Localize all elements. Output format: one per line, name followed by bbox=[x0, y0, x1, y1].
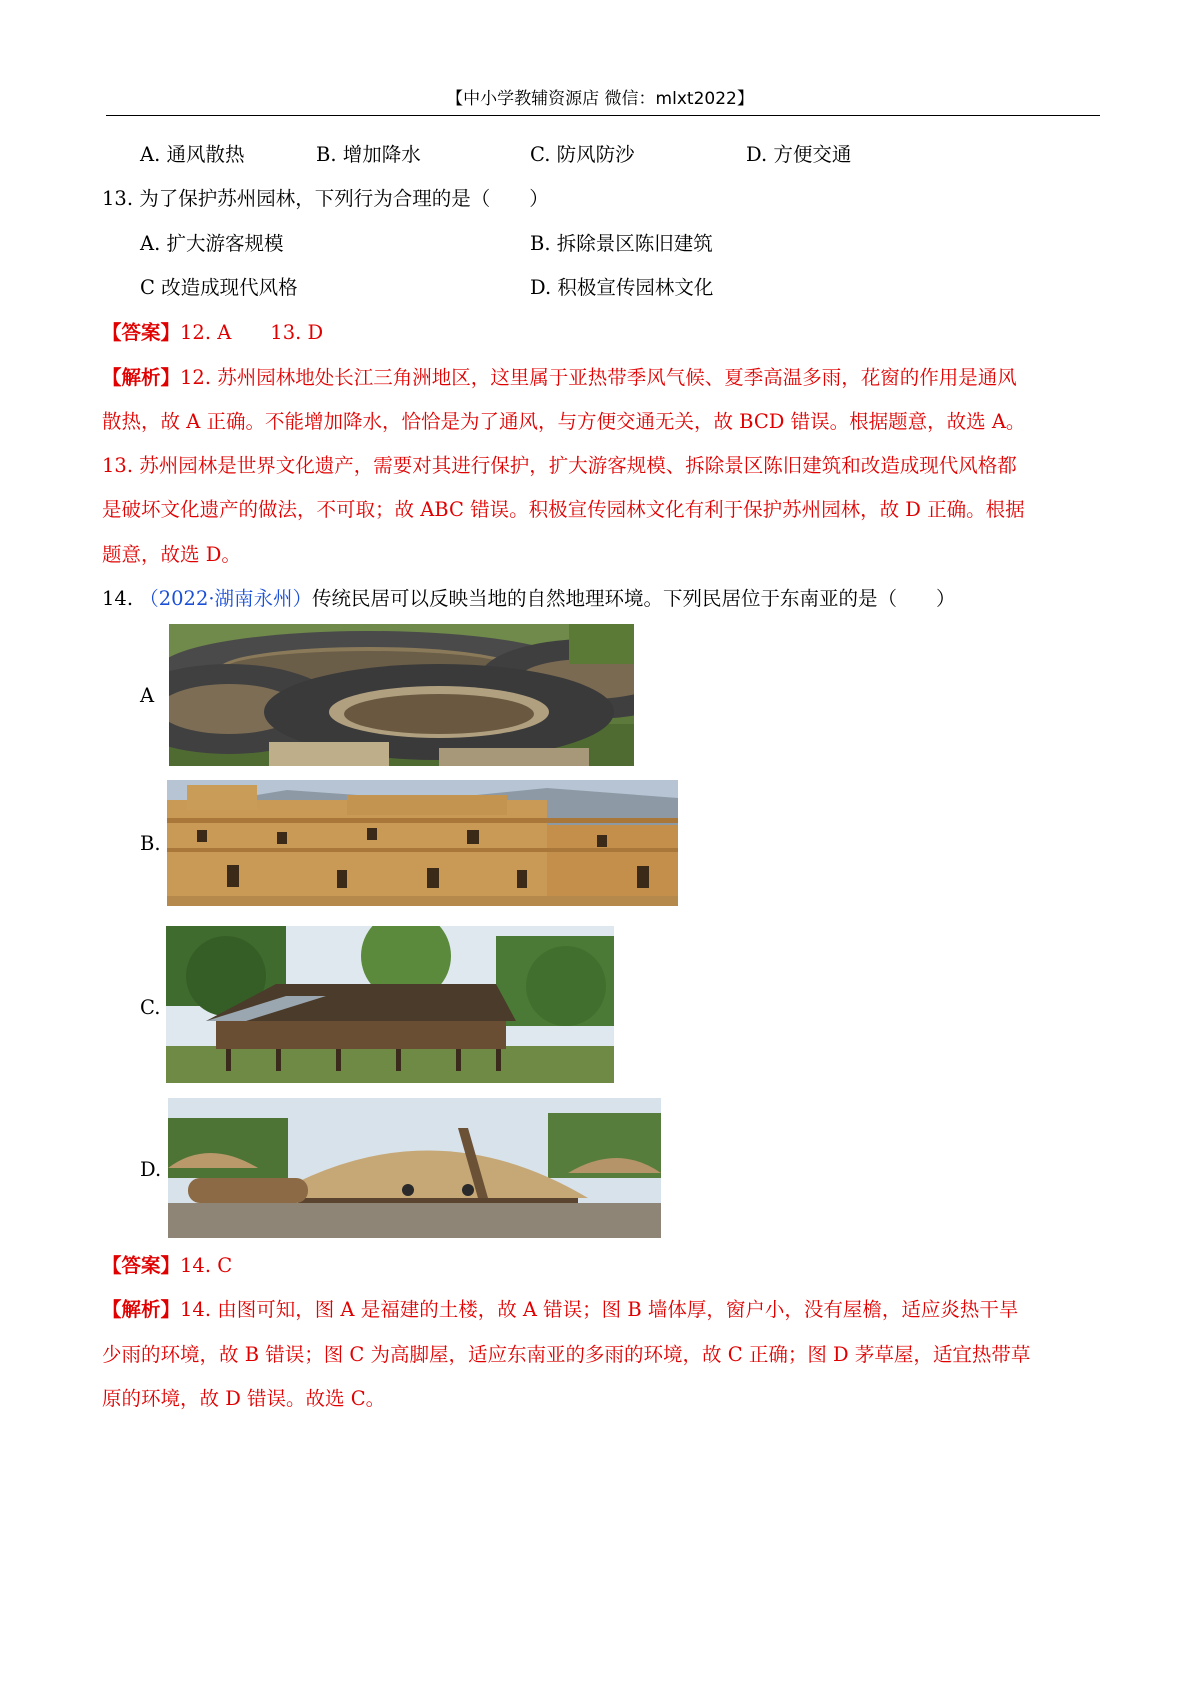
analysis-tag: 【解析】 bbox=[102, 366, 181, 389]
answer-tag: 【答案】 bbox=[102, 321, 181, 344]
analysis-2-line-1 bbox=[102, 1297, 1018, 1323]
thatched-hut-image bbox=[168, 1098, 661, 1238]
q13-option-d: D. 积极宣传园林文化 bbox=[530, 276, 714, 299]
q14-label-b: B. bbox=[140, 832, 161, 855]
q13-stem: 13. 为了保护苏州园林，下列行为合理的是（ ） bbox=[102, 187, 549, 210]
q12-option-a: A. 通风散热 bbox=[140, 143, 245, 166]
q12-option-c: C. 防风防沙 bbox=[530, 143, 635, 166]
answer-text: 12. A 13. D bbox=[180, 321, 324, 344]
q14-label-d: D. bbox=[140, 1158, 162, 1181]
tulou-image bbox=[169, 624, 634, 766]
analysis-tag: 【解析】 bbox=[102, 1298, 181, 1321]
q12-option-b: B. 增加降水 bbox=[316, 143, 421, 166]
stilt-house-image bbox=[166, 926, 614, 1083]
adobe-image bbox=[167, 780, 678, 906]
analysis-2-line-3: 原的环境，故 D 错误。故选 C。 bbox=[102, 1387, 386, 1410]
answer-block-2 bbox=[102, 1253, 232, 1279]
answer-text: 14. C bbox=[180, 1254, 233, 1277]
q14-stem-line bbox=[102, 586, 956, 612]
analysis-1-line-5: 题意，故选 D。 bbox=[102, 543, 241, 566]
analysis-1-line-4: 是破坏文化遗产的做法，不可取；故 ABC 错误。积极宣传园林文化有利于保护苏州园林，故 D 正确。根据 bbox=[102, 498, 1025, 521]
analysis-1-line-1 bbox=[102, 365, 1017, 391]
answer-tag: 【答案】 bbox=[102, 1254, 181, 1277]
q13-option-b: B. 拆除景区陈旧建筑 bbox=[530, 232, 713, 255]
analysis-1-line-2: 散热，故 A 正确。不能增加降水，恰恰是为了通风，与方便交通无关，故 BCD 错误。根据题意，故选 A。 bbox=[102, 410, 1026, 433]
q13-option-a: A. 扩大游客规模 bbox=[140, 232, 284, 255]
q12-option-d: D. 方便交通 bbox=[746, 143, 852, 166]
header-rule bbox=[106, 115, 1100, 116]
analysis-text: 12. 苏州园林地处长江三角洲地区，这里属于亚热带季风气候、夏季高温多雨，花窗的作用是通风 bbox=[180, 366, 1017, 389]
q14-label-c: C. bbox=[140, 996, 161, 1019]
q14-source: （2022·湖南永州） bbox=[139, 587, 313, 610]
page-header: 【中小学教辅资源店 微信：mlxt2022】 bbox=[446, 89, 754, 109]
analysis-2-line-2: 少雨的环境，故 B 错误；图 C 为高脚屋，适应东南亚的多雨的环境，故 C 正确；图 D 茅草屋，适宜热带草 bbox=[102, 1343, 1031, 1366]
q14-stem: 传统民居可以反映当地的自然地理环境。下列民居位于东南亚的是（ ） bbox=[312, 587, 956, 610]
answer-block-1 bbox=[102, 320, 323, 346]
analysis-1-line-3: 13. 苏州园林是世界文化遗产，需要对其进行保护，扩大游客规模、拆除景区陈旧建筑和改造成现代风格都 bbox=[102, 454, 1017, 477]
q13-option-c: C 改造成现代风格 bbox=[140, 276, 298, 299]
q14-number: 14. bbox=[102, 587, 134, 610]
analysis-text: 14. 由图可知，图 A 是福建的土楼，故 A 错误；图 B 墙体厚，窗户小，没有屋檐，适应炎热干旱 bbox=[180, 1298, 1019, 1321]
q14-label-a: A bbox=[140, 684, 155, 707]
